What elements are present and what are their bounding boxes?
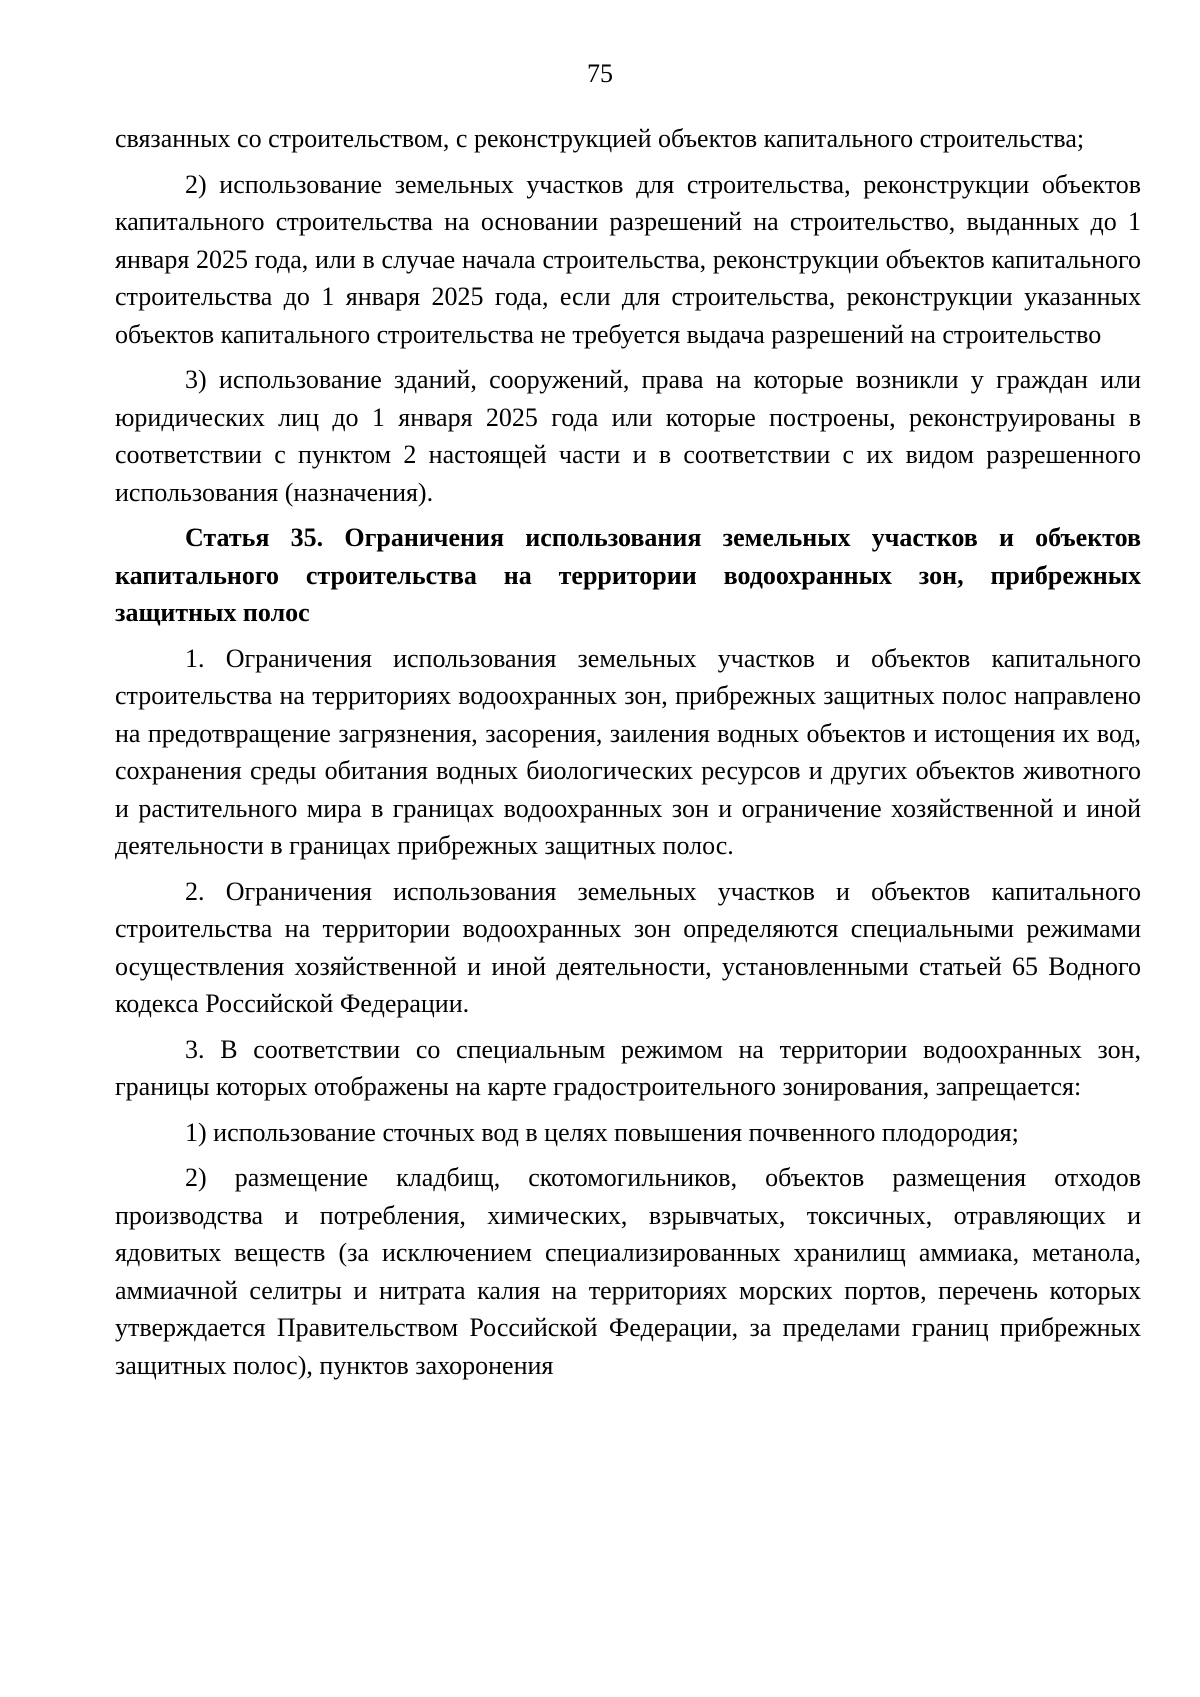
document-body <box>115 120 1141 1392</box>
page-number: 75 <box>587 59 613 88</box>
paragraph-continuation: связанных со строительством, с реконструкцией объектов капитального строительства; <box>115 124 1085 153</box>
paragraph-point-3: 3. В соответствии со специальным режимом на территории водоохранных зон, границы которых отображены на карте градостроительного зонирования, запрещается: <box>115 1034 1141 1101</box>
paragraph-item-3: 3) использование зданий, сооружений, права на которые возникли у граждан или юридических лиц до 1 января 2025 года или которые построены, реконструированы в соответствии с пунктом 2 настоящей части и в соответствии с их видом разрешенного использования (назначения). <box>115 365 1141 507</box>
paragraph-item-2: 2) использование земельных участков для строительства, реконструкции объектов капитального строительства на основании разрешений на строительство, выданных до 1 января 2025 года, или в случае начала строительства, реконструкции объектов капитального строительства до 1 января 2025 года, если для строительства, реконструкции указанных объектов капитального строительства не требуется выдача разрешений на строительство <box>115 169 1141 349</box>
article-35-heading: Статья 35. Ограничения использования земельных участков и объектов капитального строительства на территории водоохранных зон, прибрежных защитных полос <box>115 523 1141 627</box>
paragraph-subitem-1: 1) использование сточных вод в целях повышения почвенного плодородия; <box>185 1117 1019 1147</box>
paragraph-point-1: 1. Ограничения использования земельных участков и объектов капитального строительства на территориях водоохранных зон, прибрежных защитных полос направлено на предотвращение загрязнения, засорения, заиления водных объектов и истощения их вод, сохранения среды обитания водных биологических ресурсов и других объектов животного и растительного мира в границах водоохранных зон и ограничение хозяйственной и иной деятельности в границах прибрежных защитных полос. <box>115 643 1141 860</box>
paragraph-point-2: 2. Ограничения использования земельных участков и объектов капитального строительства на территории водоохранных зон определяются специальными режимами осуществления хозяйственной и иной деятельности, установленными статьей 65 Водного кодекса Российской Федерации. <box>115 876 1141 1018</box>
paragraph-subitem-2: 2) размещение кладбищ, скотомогильников, объектов размещения отходов производства и потребления, химических, взрывчатых, токсичных, отравляющих и ядовитых веществ (за исключением специализированных хранилищ аммиака, метанола, аммиачной селитры и нитрата калия на территориях морских портов, перечень которых утверждается Правительством Российской Федерации, за пределами границ прибрежных защитных полос), пунктов захоронения <box>115 1163 1141 1380</box>
